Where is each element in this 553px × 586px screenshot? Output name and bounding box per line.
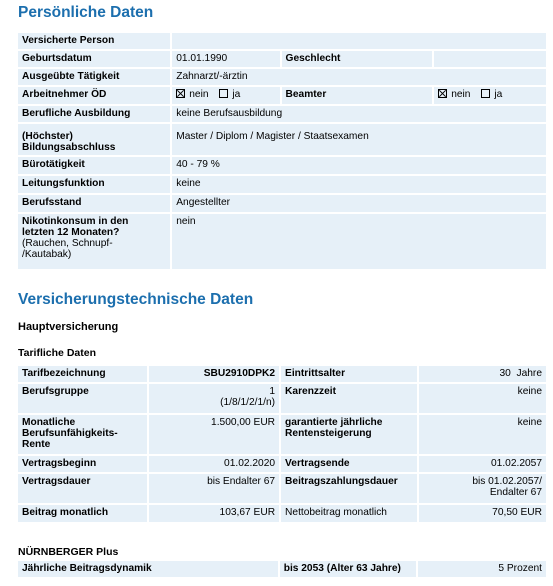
tarifliche-daten-heading: Tarifliche Daten (18, 347, 96, 359)
nikotin-value: nein (172, 214, 546, 269)
beamter-options (434, 87, 546, 104)
ende-value: 01.02.2057 (419, 456, 546, 472)
taetigkeit-value: Zahnarzt/-ärztin (172, 69, 546, 85)
checkbox-checked-icon[interactable] (176, 89, 185, 98)
zahlungsdauer-line: Endalter 67 (489, 487, 542, 498)
buero-label: Bürotätigkeit (18, 157, 170, 174)
option-ja-label: ja (494, 89, 503, 100)
geburtsdatum-label: Geburtsdatum (18, 51, 170, 67)
dauer-value: bis Endalter 67 (149, 474, 279, 503)
plus-heading: NÜRNBERGER Plus (18, 546, 119, 558)
berufsgruppe-line: (1/8/1/2/1/n) (220, 397, 276, 408)
abschluss-label-line: Bildungsabschluss (22, 142, 116, 153)
option-nein-label: nein (451, 89, 471, 100)
table-row (18, 106, 546, 122)
dynamik-label: Jährliche Beitragsdynamik (18, 561, 278, 577)
section-title-personal: Persönliche Daten (18, 4, 154, 21)
eintrittsalter-value: 30 Jahre (419, 366, 546, 382)
dynamik-bis: bis 2053 (Alter 63 Jahre) (280, 561, 416, 577)
zahlungsdauer-line: bis 01.02.2057/ (472, 476, 542, 487)
section-title-tech: Versicherungstechnische Daten (18, 291, 254, 308)
beitrag-label: Beitrag monatlich (18, 505, 147, 522)
beginn-label: Vertragsbeginn (18, 456, 147, 472)
dynamik-value: 5 Prozent (418, 561, 546, 577)
zahlungsdauer-value (419, 474, 546, 503)
rente-label-line: Berufsunfähigkeits- (22, 428, 118, 439)
nikotin-label-line: Nikotinkonsum in den (22, 216, 129, 227)
buero-value: 40 - 79 % (172, 157, 546, 174)
stand-label: Berufsstand (18, 195, 170, 212)
nikotin-label-line: letzten 12 Monaten? (22, 227, 120, 238)
versicherte-person-value (172, 33, 546, 49)
berufsgruppe-label: Berufsgruppe (18, 384, 147, 413)
rente-label-line: Monatliche (22, 417, 76, 428)
checkbox-empty-icon[interactable] (481, 89, 490, 98)
table-row (18, 415, 546, 454)
nikotin-label-line: (Rauchen, Schnupf- (22, 238, 113, 249)
table-row (18, 214, 546, 269)
plus-table (16, 559, 548, 579)
table-row (18, 384, 546, 413)
table-row (18, 51, 546, 67)
zahlungsdauer-label: Beitragszahlungsdauer (281, 474, 417, 503)
berufsgruppe-value (149, 384, 279, 413)
karenzzeit-value: keine (419, 384, 546, 413)
beamter-label: Beamter (282, 87, 433, 104)
taetigkeit-label: Ausgeübte Tätigkeit (18, 69, 170, 85)
berufsgruppe-line: 1 (269, 386, 276, 397)
tarifbezeichnung-value: SBU2910DPK2 (149, 366, 279, 382)
table-row (18, 33, 546, 49)
geschlecht-label: Geschlecht (282, 51, 433, 67)
steigerung-value: keine (419, 415, 546, 454)
abschluss-value: Master / Diplom / Magister / Staatsexamen (172, 124, 546, 155)
nikotin-label-line: /Kautabak) (22, 249, 72, 260)
table-row (18, 366, 546, 382)
option-nein-label: nein (189, 89, 209, 100)
steigerung-label (281, 415, 417, 454)
table-row (18, 456, 546, 472)
nikotin-label (18, 214, 170, 269)
steigerung-label-line: garantierte jährliche (285, 417, 383, 428)
karenzzeit-label: Karenzzeit (281, 384, 417, 413)
ende-label: Vertragsende (281, 456, 417, 472)
table-row (18, 157, 546, 174)
eintrittsalter-label: Eintrittsalter (281, 366, 417, 382)
rente-label-line: Rente (22, 439, 51, 450)
dauer-label: Vertragsdauer (18, 474, 147, 503)
leitung-label: Leitungsfunktion (18, 176, 170, 193)
table-row (18, 195, 546, 212)
checkbox-checked-icon[interactable] (438, 89, 447, 98)
steigerung-label-line: Rentensteigerung (285, 428, 372, 439)
table-row (18, 87, 546, 104)
netto-value: 70,50 EUR (419, 505, 546, 522)
stand-value: Angestellter (172, 195, 546, 212)
tarifbezeichnung-label: Tarifbezeichnung (18, 366, 147, 382)
hauptversicherung-heading: Hauptversicherung (18, 321, 119, 333)
arbeitnehmer-options (172, 87, 279, 104)
beitrag-value: 103,67 EUR (149, 505, 279, 522)
table-row (18, 561, 546, 577)
arbeitnehmer-label: Arbeitnehmer ÖD (18, 87, 170, 104)
rente-label (18, 415, 147, 454)
beginn-value: 01.02.2020 (149, 456, 279, 472)
table-row (18, 124, 546, 155)
table-row (18, 176, 546, 193)
geburtsdatum-value: 01.01.1990 (172, 51, 279, 67)
checkbox-empty-icon[interactable] (219, 89, 228, 98)
personal-data-table (16, 31, 548, 271)
ausbildung-value: keine Berufsausbildung (172, 106, 546, 122)
abschluss-label (18, 124, 170, 155)
abschluss-label-line: (Höchster) (22, 131, 73, 142)
geschlecht-value (434, 51, 546, 67)
leitung-value: keine (172, 176, 546, 193)
tarif-table (16, 364, 548, 524)
netto-label: Nettobeitrag monatlich (281, 505, 417, 522)
option-ja-label: ja (232, 89, 241, 100)
table-row (18, 505, 546, 522)
rente-value: 1.500,00 EUR (149, 415, 279, 454)
versicherte-person-label: Versicherte Person (18, 33, 170, 49)
ausbildung-label: Berufliche Ausbildung (18, 106, 170, 122)
table-row (18, 69, 546, 85)
table-row (18, 474, 546, 503)
